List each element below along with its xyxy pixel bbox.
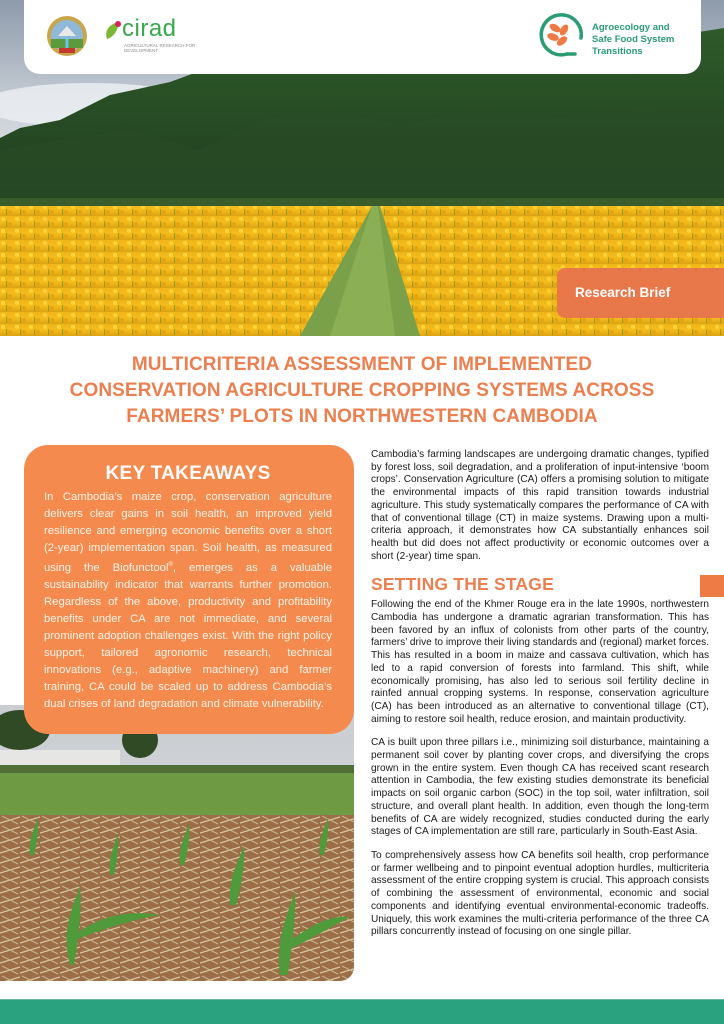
key-takeaways-text-part: In Cambodia’s maize crop, conservation agriculture delivers clear gains in soil health, an improved yield resilience and emerging economic benefits over a short (2-year) implementation span. Soil health, as measured using the Biofunctool [44,491,332,574]
key-takeaways-text-part: , emerges as a valuable sustainability indicator that warrants further promotion. Regardless of the above, productivity and profitability benefits under CA are not immediate, and several prominent adoption challenges exist. With the right policy support, tailored agronomic research, technical innovations (e.g., adaptive machinery) and farmer training, CA could be scaled up to address Cambodia’s dual crises of land degradation and climate vulnerability. [44,561,332,710]
registered-mark: ® [168,562,173,568]
intro-paragraph: Cambodia’s farming landscapes are undergoing dramatic changes, typified by forest loss, soil degradation, and a proliferation of input-intensive ‘boom crops’. Conservation Agriculture (CA) offers a promising solution to mitigate the environmental impacts of this rapid transition towards industrial agriculture. This study systematically compares the performance of CA with that of conventional tillage (CT) in maize systems. Drawing upon a multi-criteria approach, it demonstrates how CA substantially enhances soil health but did does not affect productivity or economic outcomes over a short (2-year) time span. [371,449,709,562]
research-brief-badge: Research Brief [557,268,724,318]
title-line: CONSERVATION AGRICULTURE CROPPING SYSTEMS ACROSS [69,380,655,401]
partner-name-line: Transitions [592,46,643,57]
body-paragraph: To comprehensively assess how CA benefits soil health, crop performance or farmer wellbeing and to pinpoint eventual adoption hurdles, multicriteria assessment of the entire cropping system is crucial. This approach consists of combining the assessment of environmental, economic and social components and identifying eventual environmental-economic tradeoffs. Uniquely, this work examines the multi-criteria performance of the three CA pillars concurrently instead of focusing on one single pillar. [371,849,709,938]
body-paragraph: CA is built upon three pillars i.e., minimizing soil disturbance, maintaining a permanent soil cover by planting cover crops, and diversifying the crops grown in the entire system. Even though CA has received scant research attention in Cambodia, the few existing studies demonstrate its beneficial impacts on soil organic carbon (SOC) in the top soil, water infiltration, soil structure, and overall plant health. In addition, even though the long-term benefits of CA are widely recognized, studies conducted during the early stages of CA implementation are still rare, particularly in South-East Asia. [371,737,709,838]
partner-name-line: Safe Food System [592,34,675,45]
body-column [371,449,709,950]
key-takeaways-text [44,489,332,713]
footer-band [0,999,724,1024]
title-line: FARMERS’ PLOTS IN NORTHWESTERN CAMBODIA [126,406,598,427]
key-takeaways-heading: KEY TAKEAWAYS [105,463,271,484]
partner-name-line: Agroecology and [592,22,670,33]
hero-banner [0,0,724,336]
key-takeaways-box [24,445,354,734]
title-line: MULTICRITERIA ASSESSMENT OF IMPLEMENTED [131,354,593,375]
maize-field-image [0,705,354,981]
maize-field-photo [0,705,354,981]
section-heading: SETTING THE STAGE [371,574,554,595]
cirad-wordmark: cirad [122,15,177,42]
ministry-emblem-icon [46,15,88,57]
cirad-leaf-icon [104,21,122,41]
partner-name [592,22,702,58]
body-paragraph: Following the end of the Khmer Rouge era in the late 1990s, northwestern Cambodia has undergone a dramatic agrarian transformation. This has been favored by an influx of colonists from other parts of the country, farmers’ drive to improve their living standards and (regional) market forces. This has resulted in a boom in maize and cassava cultivation, which has led to a rapid conversion of forests into farmland. This shift, while economically promising, has also led to serious soil fertility decline in rainfed annual cropping systems. In response, conservation agriculture (CA) has been introduced as an alternative to conventional tillage (CT), aiming to restore soil health, reduce erosion, and maintain productivity. [371,599,709,725]
page-title [30,352,694,430]
cirad-tagline: AGRICULTURAL RESEARCH FOR DEVELOPMENT [124,43,196,53]
wheat-circle-icon [537,10,587,60]
